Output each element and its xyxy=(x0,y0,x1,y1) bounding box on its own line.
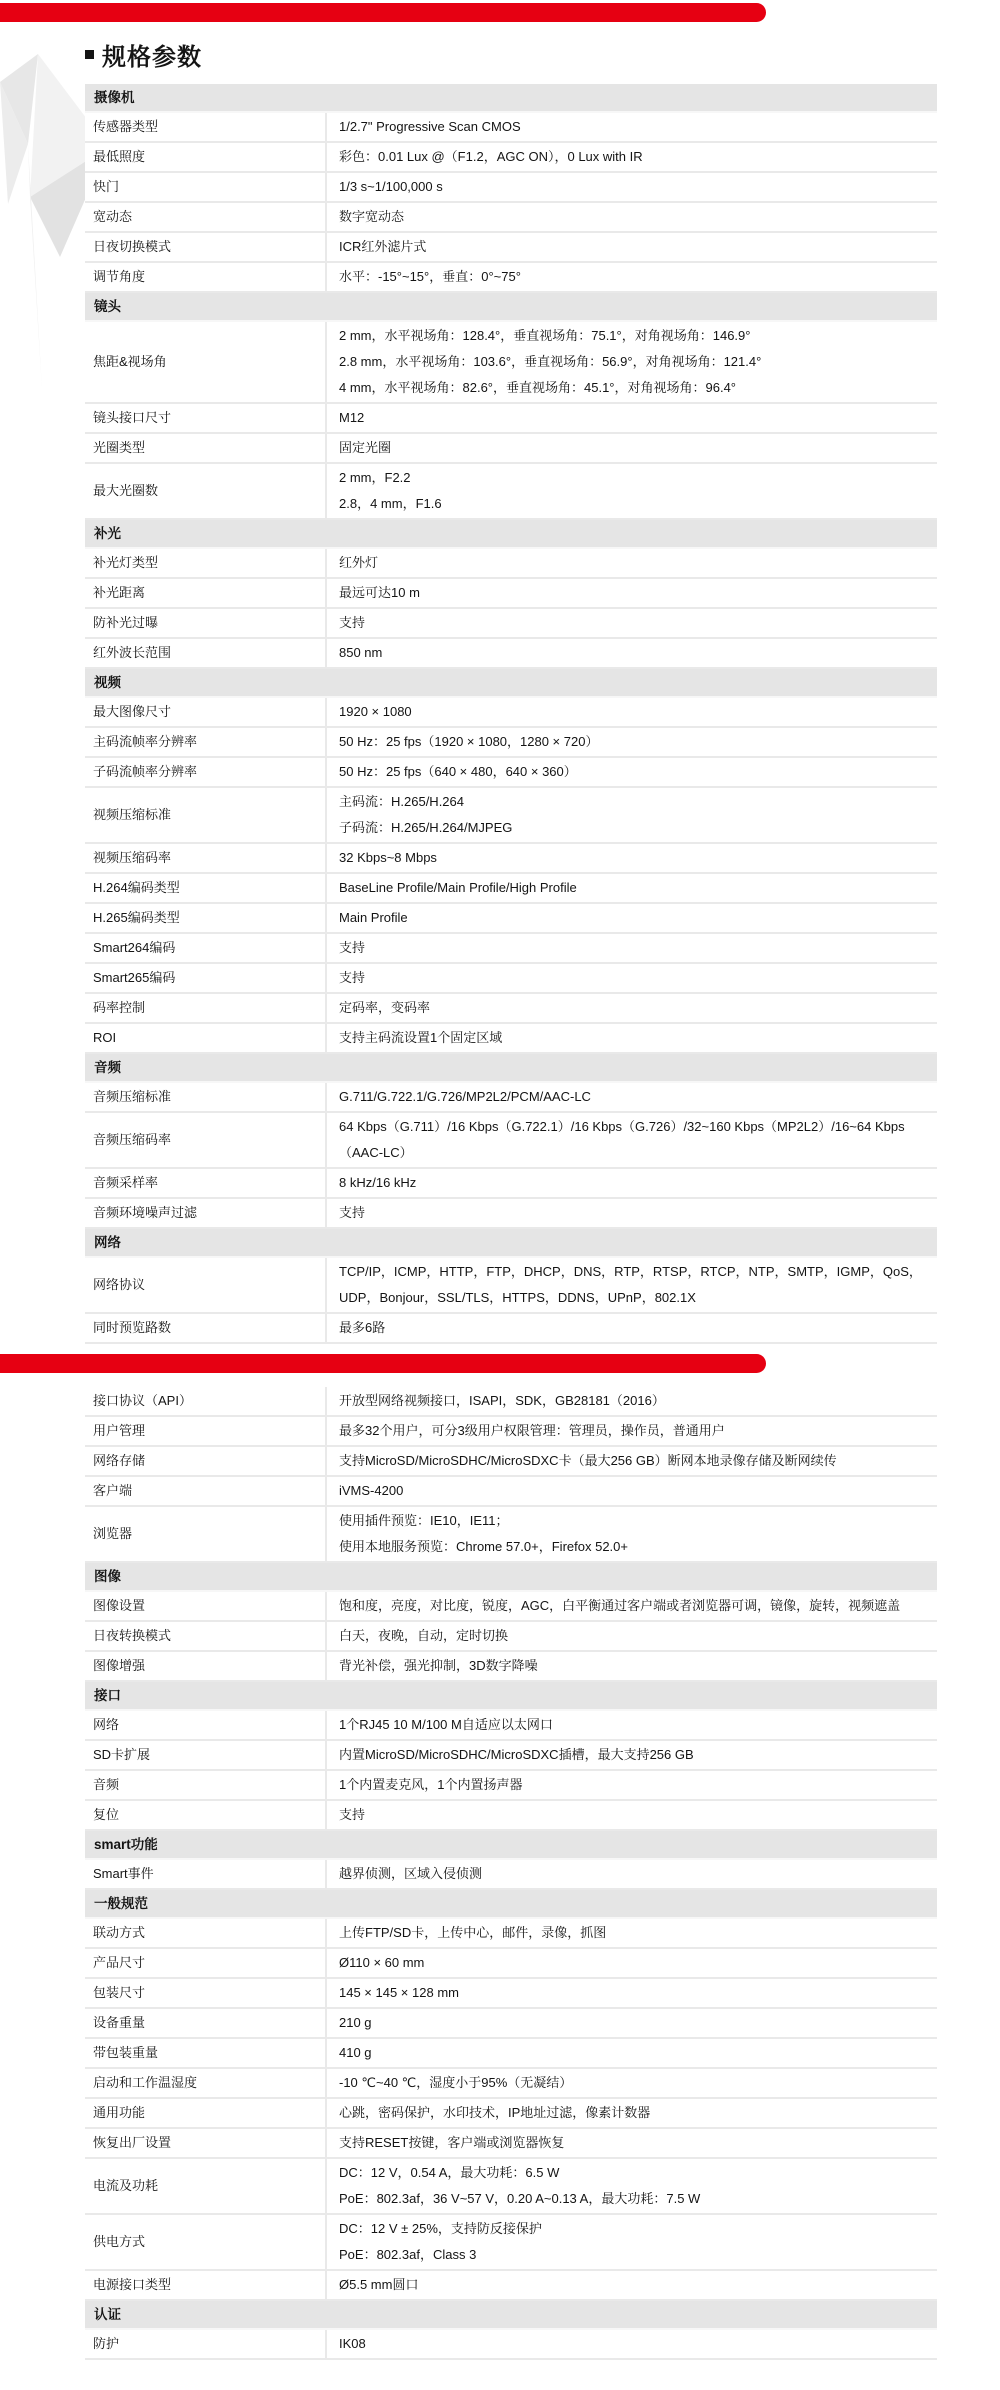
spec-row-label: 浏览器 xyxy=(93,1526,133,1541)
spec-row-label: 联动方式 xyxy=(93,1925,146,1940)
spec-row xyxy=(85,874,937,904)
spec-row-value xyxy=(325,263,937,291)
spec-value-line: 1/2.7" Progressive Scan CMOS xyxy=(339,119,521,134)
spec-row-value xyxy=(325,1801,937,1829)
spec-row-value xyxy=(325,1949,937,1977)
spec-row-value xyxy=(325,1417,937,1445)
section-header: 镜头 xyxy=(85,293,937,322)
spec-row-label: 电流及功耗 xyxy=(93,2178,159,2193)
section-header: 一般规范 xyxy=(85,1890,937,1919)
spec-row-value xyxy=(325,1507,937,1561)
spec-row-value xyxy=(325,113,937,141)
spec-row-label: 网络协议 xyxy=(93,1277,146,1292)
spec-value-line: 2 mm，水平视场角：128.4°，垂直视场角：75.1°，对角视场角：146.9° xyxy=(339,328,751,343)
spec-row-value xyxy=(325,1199,937,1227)
section-header: 接口 xyxy=(85,1682,937,1711)
spec-row-label: 音频环境噪声过滤 xyxy=(93,1205,198,1220)
spec-row xyxy=(85,1507,937,1563)
spec-row xyxy=(85,404,937,434)
spec-row-label: 宽动态 xyxy=(93,209,133,224)
spec-value-line: 1个内置麦克风，1个内置扬声器 xyxy=(339,1777,523,1792)
spec-value-line: IK08 xyxy=(339,2336,366,2351)
spec-row-value xyxy=(325,994,937,1022)
spec-value-line: 50 Hz：25 fps（1920 × 1080，1280 × 720） xyxy=(339,734,599,749)
spec-row-label: 日夜切换模式 xyxy=(93,239,172,254)
spec-row-value xyxy=(325,322,937,402)
spec-row xyxy=(85,844,937,874)
spec-row xyxy=(85,203,937,233)
spec-row-label: 子码流帧率分辨率 xyxy=(93,764,198,779)
spec-row-value xyxy=(325,2271,937,2299)
spec-value-line: 越界侦测，区域入侵侦测 xyxy=(339,1866,483,1881)
spec-row-label: 调节角度 xyxy=(93,269,146,284)
spec-row-label: 电源接口类型 xyxy=(93,2277,172,2292)
spec-value-line: 开放型网络视频接口，ISAPI，SDK，GB28181（2016） xyxy=(339,1393,665,1408)
spec-value-line: M12 xyxy=(339,410,365,425)
spec-row-value xyxy=(325,964,937,992)
section-header: 摄像机 xyxy=(85,84,937,113)
spec-value-line: 64 Kbps（G.711）/16 Kbps（G.722.1）/16 Kbps（G.726）/32~160 Kbps（MP2L2）/16~64 Kbps（AAC-LC） xyxy=(339,1119,905,1160)
spec-row xyxy=(85,1860,937,1890)
spec-row-value xyxy=(325,639,937,667)
spec-row-value xyxy=(325,1447,937,1475)
spec-value-line: 红外灯 xyxy=(339,555,379,570)
spec-value-line: 上传FTP/SD卡，上传中心，邮件，录像，抓图 xyxy=(339,1925,607,1940)
spec-row-label: 恢复出厂设置 xyxy=(93,2135,172,2150)
spec-row-value xyxy=(325,1979,937,2007)
spec-row-value xyxy=(325,609,937,637)
spec-row-value xyxy=(325,874,937,902)
spec-row-label: 光圈类型 xyxy=(93,440,146,455)
spec-row xyxy=(85,2129,937,2159)
spec-row xyxy=(85,1801,937,1831)
spec-row-label: 红外波长范围 xyxy=(93,645,172,660)
spec-value-line: 子码流：H.265/H.264/MJPEG xyxy=(339,820,513,835)
spec-row-label: 音频压缩标准 xyxy=(93,1089,172,1104)
spec-row-label: 防补光过曝 xyxy=(93,615,159,630)
spec-row-label: 日夜转换模式 xyxy=(93,1628,172,1643)
spec-row-label: 网络存储 xyxy=(93,1453,146,1468)
spec-row-label: 视频压缩码率 xyxy=(93,850,172,865)
spec-row xyxy=(85,1622,937,1652)
spec-row-label: 同时预览路数 xyxy=(93,1320,172,1335)
spec-row xyxy=(85,904,937,934)
spec-row xyxy=(85,1083,937,1113)
spec-value-line: TCP/IP，ICMP，HTTP，FTP，DHCP，DNS，RTP，RTSP，RTCP，NTP，SMTP，IGMP，QoS，UDP，Bonjour，SSL/TLS，HTTPS，DDNS，UPnP，802.1X xyxy=(339,1264,922,1305)
spec-value-line: 2.8 mm，水平视场角：103.6°，垂直视场角：56.9°，对角视场角：121.4° xyxy=(339,354,762,369)
spec-row-value xyxy=(325,2039,937,2067)
spec-row xyxy=(85,1258,937,1314)
spec-value-line: 背光补偿，强光抑制，3D数字降噪 xyxy=(339,1658,538,1673)
spec-row-label: 音频 xyxy=(93,1777,120,1792)
spec-value-line: Main Profile xyxy=(339,910,408,925)
spec-row-value xyxy=(325,1258,937,1312)
spec-row-value xyxy=(325,1771,937,1799)
spec-value-line: DC：12 V ± 25%，支持防反接保护 xyxy=(339,2221,542,2236)
spec-table-1 xyxy=(85,84,937,1344)
spec-row-value xyxy=(325,728,937,756)
section-header: 视频 xyxy=(85,669,937,698)
spec-row xyxy=(85,964,937,994)
spec-row xyxy=(85,2039,937,2069)
spec-row-label: 接口协议（API） xyxy=(93,1393,192,1408)
spec-row-value xyxy=(325,2129,937,2157)
spec-value-line: 支持 xyxy=(339,970,366,985)
spec-row xyxy=(85,639,937,669)
spec-row xyxy=(85,113,937,143)
spec-row-label: 码率控制 xyxy=(93,1000,146,1015)
spec-row-value xyxy=(325,698,937,726)
spec-value-line: 50 Hz：25 fps（640 × 480，640 × 360） xyxy=(339,764,577,779)
spec-value-line: 4 mm，水平视场角：82.6°，垂直视场角：45.1°，对角视场角：96.4° xyxy=(339,380,737,395)
spec-value-line: 固定光圈 xyxy=(339,440,392,455)
spec-value-line: 410 g xyxy=(339,2045,372,2060)
spec-row xyxy=(85,2330,937,2360)
spec-row-value xyxy=(325,1387,937,1415)
spec-row-label: 补光灯类型 xyxy=(93,555,159,570)
spec-row-value xyxy=(325,1024,937,1052)
spec-row-label: 图像设置 xyxy=(93,1598,146,1613)
spec-value-line: PoE：802.3af，Class 3 xyxy=(339,2247,477,2262)
spec-value-line: Ø110 × 60 mm xyxy=(339,1955,425,1970)
spec-value-line: 白天，夜晚，自动，定时切换 xyxy=(339,1628,509,1643)
spec-value-line: DC：12 V，0.54 A，最大功耗：6.5 W xyxy=(339,2165,560,2180)
top-red-bar xyxy=(0,3,766,22)
spec-value-line: 使用本地服务预览：Chrome 57.0+，Firefox 52.0+ xyxy=(339,1539,628,1554)
spec-value-line: 内置MicroSD/MicroSDHC/MicroSDXC插槽，最大支持256 GB xyxy=(339,1747,694,1762)
spec-row-value xyxy=(325,1314,937,1342)
spec-row xyxy=(85,1024,937,1054)
spec-value-line: 2 mm，F2.2 xyxy=(339,470,411,485)
spec-value-line: 最多6路 xyxy=(339,1320,386,1335)
spec-row-value xyxy=(325,1860,937,1888)
spec-row-value xyxy=(325,1919,937,1947)
spec-value-line: 主码流：H.265/H.264 xyxy=(339,794,464,809)
spec-row xyxy=(85,1652,937,1682)
section-header: 音频 xyxy=(85,1054,937,1083)
spec-row xyxy=(85,1949,937,1979)
spec-value-line: -10 ℃~40 ℃，湿度小于95%（无凝结） xyxy=(339,2075,573,2090)
spec-row-value xyxy=(325,173,937,201)
spec-row-value xyxy=(325,1083,937,1111)
spec-value-line: 210 g xyxy=(339,2015,372,2030)
spec-row-value xyxy=(325,2159,937,2213)
spec-row xyxy=(85,788,937,844)
title-bullet-icon xyxy=(85,50,94,59)
spec-row-value xyxy=(325,2330,937,2358)
spec-value-line: 彩色：0.01 Lux @（F1.2，AGC ON），0 Lux with IR xyxy=(339,149,643,164)
spec-row xyxy=(85,2215,937,2271)
spec-row-label: 最大图像尺寸 xyxy=(93,704,172,719)
spec-row-label: 启动和工作温湿度 xyxy=(93,2075,198,2090)
spec-row xyxy=(85,1199,937,1229)
spec-row xyxy=(85,1771,937,1801)
spec-row xyxy=(85,322,937,404)
spec-row-label: Smart264编码 xyxy=(93,940,176,955)
page-title-text: 规格参数 xyxy=(102,44,202,71)
spec-row xyxy=(85,934,937,964)
spec-row-value xyxy=(325,233,937,261)
spec-row-label: 设备重量 xyxy=(93,2015,146,2030)
spec-value-line: G.711/G.722.1/G.726/MP2L2/PCM/AAC-LC xyxy=(339,1089,591,1104)
spec-value-line: 数字宽动态 xyxy=(339,209,405,224)
spec-row xyxy=(85,1417,937,1447)
spec-row-value xyxy=(325,758,937,786)
spec-row-label: 网络 xyxy=(93,1717,120,1732)
spec-value-line: 心跳，密码保护，水印技术，IP地址过滤，像素计数器 xyxy=(339,2105,651,2120)
spec-value-line: 支持RESET按键，客户端或浏览器恢复 xyxy=(339,2135,565,2150)
spec-row xyxy=(85,698,937,728)
spec-row-label: 传感器类型 xyxy=(93,119,159,134)
spec-row-value xyxy=(325,2009,937,2037)
spec-row-label: ROI xyxy=(93,1030,117,1045)
spec-row xyxy=(85,994,937,1024)
spec-row-label: 通用功能 xyxy=(93,2105,146,2120)
spec-row-label: Smart事件 xyxy=(93,1866,154,1881)
spec-row-value xyxy=(325,464,937,518)
spec-value-line: 支持MicroSD/MicroSDHC/MicroSDXC卡（最大256 GB）断网本地录像存储及断网续传 xyxy=(339,1453,837,1468)
spec-value-line: 水平：-15°~15°，垂直：0°~75° xyxy=(339,269,521,284)
spec-row-label: 产品尺寸 xyxy=(93,1955,146,1970)
spec-row-value xyxy=(325,1113,937,1167)
spec-value-line: 支持 xyxy=(339,1205,366,1220)
spec-row-value xyxy=(325,2099,937,2127)
spec-row-label: 补光距离 xyxy=(93,585,146,600)
spec-row xyxy=(85,263,937,293)
spec-value-line: 2.8，4 mm，F1.6 xyxy=(339,496,442,511)
spec-value-line: 定码率，变码率 xyxy=(339,1000,431,1015)
spec-value-line: iVMS-4200 xyxy=(339,1483,404,1498)
spec-value-line: 支持 xyxy=(339,1807,366,1822)
spec-row xyxy=(85,2271,937,2301)
spec-row xyxy=(85,2159,937,2215)
spec-row xyxy=(85,233,937,263)
spec-row-value xyxy=(325,549,937,577)
spec-value-line: 支持 xyxy=(339,940,366,955)
spec-row xyxy=(85,758,937,788)
spec-row-label: H.264编码类型 xyxy=(93,880,180,895)
spec-row xyxy=(85,2099,937,2129)
spec-row-label: 复位 xyxy=(93,1807,120,1822)
spec-value-line: 1/3 s~1/100,000 s xyxy=(339,179,443,194)
spec-row-value xyxy=(325,434,937,462)
spec-row-value xyxy=(325,1169,937,1197)
section-divider-bar xyxy=(0,1354,766,1373)
spec-row-label: 音频压缩码率 xyxy=(93,1132,172,1147)
spec-row xyxy=(85,1113,937,1169)
spec-value-line: BaseLine Profile/Main Profile/High Profile xyxy=(339,880,577,895)
section-header: 图像 xyxy=(85,1563,937,1592)
spec-value-line: 1920 × 1080 xyxy=(339,704,412,719)
spec-content xyxy=(0,22,937,2390)
spec-row xyxy=(85,2009,937,2039)
spec-row-value xyxy=(325,404,937,432)
spec-row-label: 客户端 xyxy=(93,1483,133,1498)
spec-row-label: 快门 xyxy=(93,179,120,194)
spec-row-value xyxy=(325,1477,937,1505)
spec-row-label: 用户管理 xyxy=(93,1423,146,1438)
spec-value-line: 使用插件预览：IE10，IE11； xyxy=(339,1513,509,1528)
spec-row-label: 图像增强 xyxy=(93,1658,146,1673)
page-title xyxy=(85,37,937,72)
spec-row-value xyxy=(325,579,937,607)
spec-row xyxy=(85,1711,937,1741)
section-header: 网络 xyxy=(85,1229,937,1258)
spec-value-line: 最多32个用户，可分3级用户权限管理：管理员，操作员，普通用户 xyxy=(339,1423,725,1438)
spec-value-line: 饱和度，亮度，对比度，锐度，AGC，白平衡通过客户端或者浏览器可调，镜像，旋转，视频遮盖 xyxy=(339,1598,901,1613)
section-header: 补光 xyxy=(85,520,937,549)
spec-row xyxy=(85,1447,937,1477)
spec-row xyxy=(85,1919,937,1949)
spec-value-line: 1个RJ45 10 M/100 M自适应以太网口 xyxy=(339,1717,553,1732)
spec-row-value xyxy=(325,2069,937,2097)
spec-row xyxy=(85,1477,937,1507)
spec-row xyxy=(85,1314,937,1344)
spec-row-label: 防护 xyxy=(93,2336,120,2351)
spec-row-value xyxy=(325,1592,937,1620)
spec-row xyxy=(85,1741,937,1771)
spec-row xyxy=(85,1169,937,1199)
spec-table-2 xyxy=(85,1387,937,2360)
spec-value-line: 最远可达10 m xyxy=(339,585,420,600)
spec-row-label: 镜头接口尺寸 xyxy=(93,410,172,425)
spec-value-line: 支持主码流设置1个固定区域 xyxy=(339,1030,503,1045)
spec-row-value xyxy=(325,143,937,171)
spec-row xyxy=(85,549,937,579)
spec-row xyxy=(85,728,937,758)
spec-row xyxy=(85,173,937,203)
spec-row xyxy=(85,609,937,639)
spec-row-label: 最低照度 xyxy=(93,149,146,164)
spec-row-label: 包装尺寸 xyxy=(93,1985,146,2000)
spec-row-label: 最大光圈数 xyxy=(93,483,159,498)
spec-row-value xyxy=(325,203,937,231)
spec-row xyxy=(85,434,937,464)
spec-value-line: 8 kHz/16 kHz xyxy=(339,1175,417,1190)
spec-row-value xyxy=(325,904,937,932)
spec-value-line: PoE：802.3af，36 V~57 V，0.20 A~0.13 A，最大功耗：7.5 W xyxy=(339,2191,701,2206)
spec-row-value xyxy=(325,2215,937,2269)
spec-row-label: 音频采样率 xyxy=(93,1175,159,1190)
spec-row xyxy=(85,1592,937,1622)
spec-row-value xyxy=(325,788,937,842)
spec-row-value xyxy=(325,1711,937,1739)
spec-row xyxy=(85,1979,937,2009)
spec-row xyxy=(85,464,937,520)
spec-row-label: 带包装重量 xyxy=(93,2045,159,2060)
spec-value-line: Ø5.5 mm圆口 xyxy=(339,2277,419,2292)
spec-value-line: ICR红外滤片式 xyxy=(339,239,427,254)
spec-row xyxy=(85,143,937,173)
spec-row-label: 供电方式 xyxy=(93,2234,146,2249)
spec-row xyxy=(85,2069,937,2099)
spec-value-line: 32 Kbps~8 Mbps xyxy=(339,850,437,865)
spec-row-value xyxy=(325,1652,937,1680)
spec-row-label: 焦距&视场角 xyxy=(93,354,167,369)
spec-value-line: 850 nm xyxy=(339,645,383,660)
spec-row-value xyxy=(325,934,937,962)
spec-value-line: 145 × 145 × 128 mm xyxy=(339,1985,459,2000)
spec-row-value xyxy=(325,844,937,872)
spec-row-label: H.265编码类型 xyxy=(93,910,180,925)
section-header: 认证 xyxy=(85,2301,937,2330)
spec-row-value xyxy=(325,1622,937,1650)
spec-row-label: Smart265编码 xyxy=(93,970,176,985)
spec-row xyxy=(85,1387,937,1417)
spec-row-value xyxy=(325,1741,937,1769)
section-header: smart功能 xyxy=(85,1831,937,1860)
spec-row-label: SD卡扩展 xyxy=(93,1747,151,1762)
spec-row xyxy=(85,579,937,609)
spec-row-label: 主码流帧率分辨率 xyxy=(93,734,198,749)
spec-row-label: 视频压缩标准 xyxy=(93,807,172,822)
spec-value-line: 支持 xyxy=(339,615,366,630)
